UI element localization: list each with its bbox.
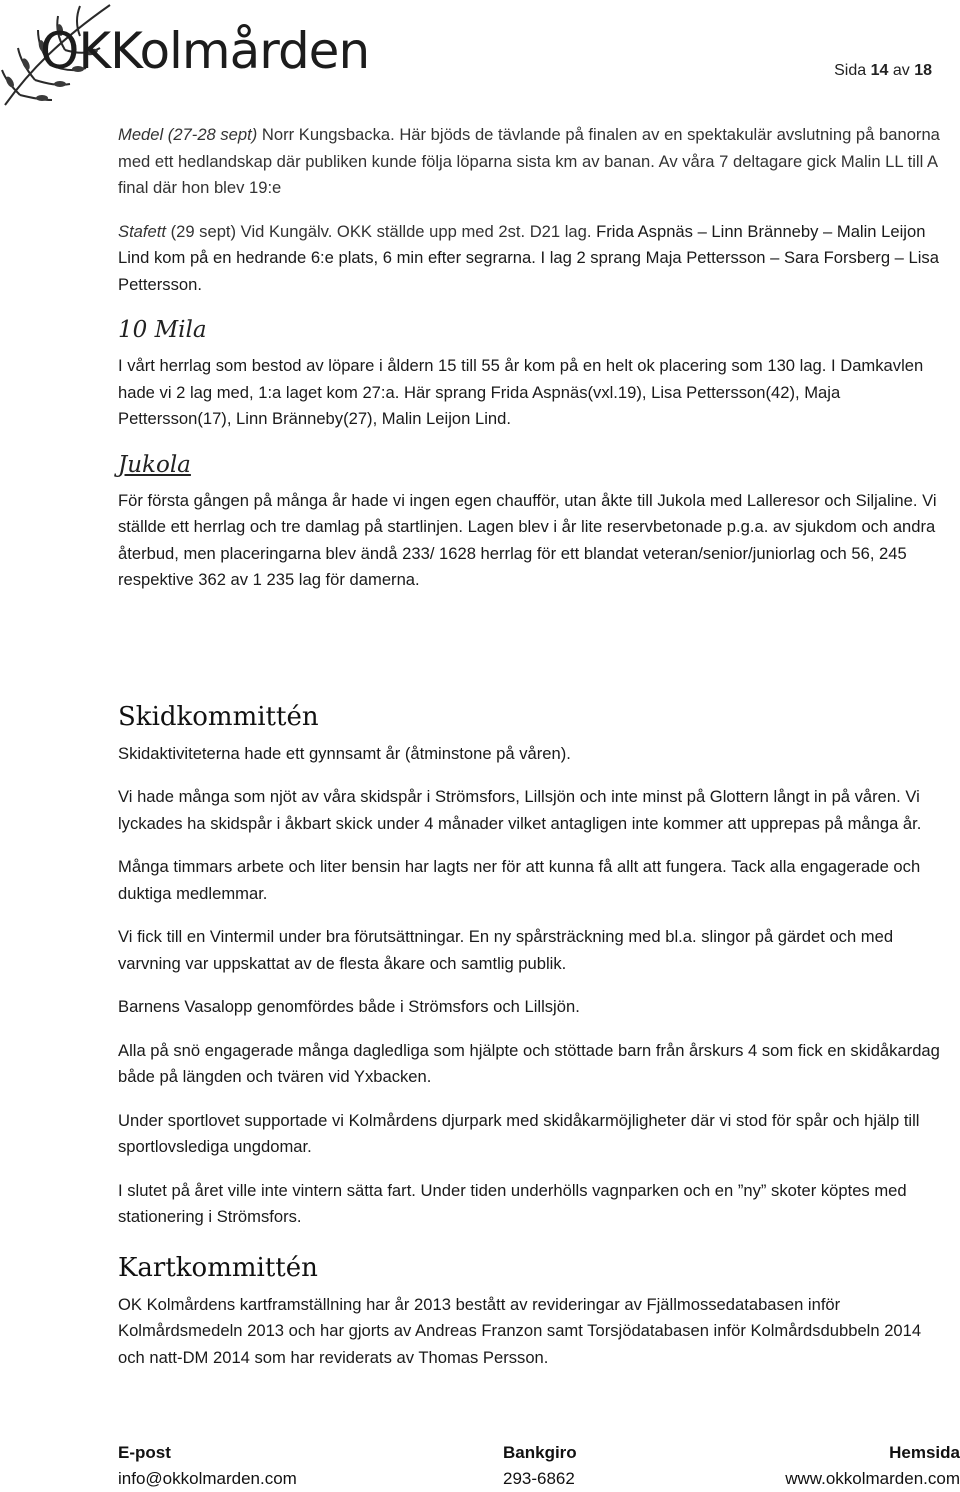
paragraph-medel [118, 122, 948, 202]
heading-jukola: Jukola [118, 451, 191, 478]
heading-10mila: 10 Mila [118, 317, 207, 343]
stafett-arial: (29 sept) Vid Kungälv. OKK ställde upp med 2st. D21 lag. [165, 221, 592, 241]
footer-bankgiro [503, 1440, 577, 1492]
page-current: 14 [870, 62, 889, 79]
document-body [118, 122, 948, 1388]
skid-paragraph-2: Vi hade många som njöt av våra skidspår i Strömsfors, Lillsjön och inte minst på Glottern långt in på våren. Vi lyckades ha skidspår i åkbart skick under 4 månader vilket antagligen inte kommer att upprepas på många år. [118, 787, 922, 833]
paragraph-stafett [118, 219, 948, 299]
paragraph-10mila: I vårt herrlag som bestod av löpare i åldern 15 till 55 år kom på en helt ok placering som 130 lag. I Damkavlen hade vi 2 lag med, 1:a laget kom 27:a. Här sprang Frida Aspnäs(vxl.19), Lisa Pettersson(42), Maja Pettersson(17), Linn Bränneby(27), Malin Leijon Lind. [118, 356, 924, 428]
footer-email-label: E-post [118, 1443, 171, 1462]
footer-website [785, 1440, 960, 1492]
page-sep: av [892, 62, 910, 79]
footer-bank-value: 293-6862 [503, 1469, 575, 1488]
medel-italic: Medel (27-28 sept) [118, 125, 258, 144]
skid-paragraph-6: Alla på snö engagerade många dagledliga som hjälpte och stöttade barn från årskurs 4 som fick en skidåkardag både på längden och tvären vid Yxbacken. [118, 1040, 940, 1086]
skid-paragraph-5: Barnens Vasalopp genomfördes både i Strömsfors och Lillsjön. [118, 997, 580, 1016]
skid-paragraph-3: Många timmars arbete och liter bensin har lagts ner för att kunna få allt att fungera. Tack alla engagerade och duktiga medlemmar. [118, 857, 921, 903]
heading-skidkommitten: Skidkommittén [118, 701, 319, 732]
stafett-italic: Stafett [118, 221, 166, 241]
footer-web-value[interactable]: www.okkolmarden.com [785, 1469, 960, 1488]
stafett-text: Frida Aspnäs – Linn Bränneby – Malin Leijon Lind kom på en hedrande 6:e plats, 6 min efter segrarna. I lag 2 sprang Maja Pettersson – Sara Forsberg – Lisa Pettersson. [118, 221, 939, 294]
skid-paragraph-4: Vi fick till en Vintermil under bra förutsättningar. En ny spårsträckning med bl.a. slingor på gärdet och med varvning var uppskattat av de flesta åkare och samtlig publik. [118, 927, 894, 973]
page-total: 18 [914, 62, 932, 79]
club-logo-text: OKKolmården [40, 22, 370, 80]
footer-web-label: Hemsida [889, 1443, 960, 1462]
footer-email-value[interactable]: info@okkolmarden.com [118, 1469, 297, 1488]
paragraph-jukola: För första gången på många år hade vi ingen egen chaufför, utan åkte till Jukola med Lalleresor och Siljaline. Vi ställde ett herrlag och tre damlag på startlinjen. Lagen blev i år lite reservbetonade p.g.a. av sjukdom och andra återbud, men placeringarna blev ändå 233/ 1628 herrlag för ett blandat veteran/senior/juniorlag och 56, 245 respektive 362 av 1 235 lag för damerna. [118, 490, 937, 589]
skid-paragraph-7: Under sportlovet supportade vi Kolmårdens djurpark med skidåkarmöjligheter där vi stod för spår och hjälp till sportlovslediga ungdomar. [118, 1110, 920, 1156]
page-label: Sida [834, 62, 867, 79]
footer-email [118, 1440, 297, 1492]
page-header [0, 0, 960, 110]
page-number [834, 62, 932, 80]
footer-bank-label: Bankgiro [503, 1443, 577, 1462]
paragraph-kart: OK Kolmårdens kartframställning har år 2013 bestått av revideringar av Fjällmossedatabasen inför Kolmårdsmedeln 2013 och har gjorts av Andreas Franzon samt Torsjödatabasen inför Kolmårdsdubbeln 2014 och natt-DM 2014 som har reviderats av Thomas Persson. [118, 1294, 922, 1367]
skid-paragraph-1: Skidaktiviteterna hade ett gynnsamt år (åtminstone på våren). [118, 743, 571, 763]
medel-text: Norr Kungsbacka. Här bjöds de tävlande på finalen av en spektakulär avslutning på banorna med ett hedlandskap där publiken kunde följa löparna sista km av banan. Av våra 7 deltagare gick Malin LL till A final där hon blev 19:e [118, 125, 940, 197]
skid-paragraph-8: I slutet på året ville inte vintern sätta fart. Under tiden underhölls vagnparken och en ”ny” skoter köptes med stationering i Strömsfors. [118, 1180, 907, 1226]
heading-kartkommitten: Kartkommittén [118, 1252, 318, 1283]
